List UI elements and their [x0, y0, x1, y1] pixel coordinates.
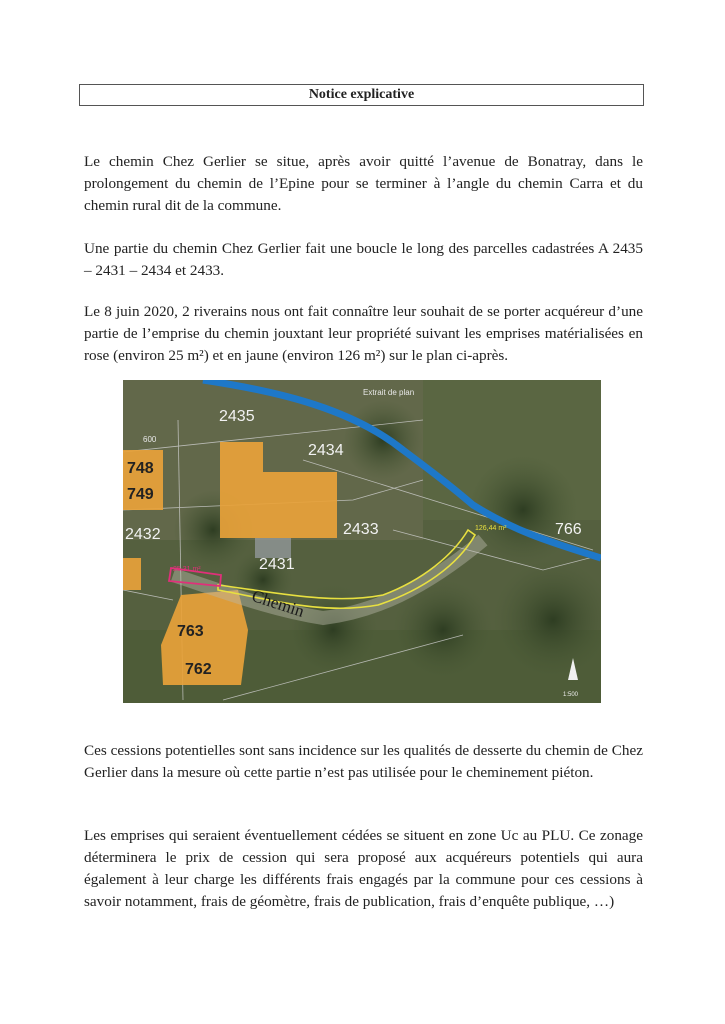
parcel-2435-label: 2435	[219, 408, 255, 425]
page-title	[79, 84, 644, 106]
map-graphic	[123, 380, 601, 703]
parcel-2433-label: 2433	[343, 521, 379, 538]
scale-label: 1:500	[563, 692, 579, 698]
parcel-762-label: 762	[185, 661, 212, 678]
parcel-2434-label: 2434	[308, 442, 344, 459]
map-header-label: Extrait de plan	[363, 388, 415, 397]
paragraph-location: Le chemin Chez Gerlier se situe, après avoir quitté l’avenue de Bonatray, dans le prolongement du chemin de l’Epine pour se terminer à l’angle du chemin Carra et du chemin rural dit de la commune.	[84, 153, 643, 214]
yellow-area-label: 126,44 m²	[475, 525, 507, 532]
paragraph-request: Le 8 juin 2020, 2 riverains nous ont fait connaître leur souhait de se porter acquéreur d’une partie de l’emprise du chemin jouxtant leur propriété suivant les emprises matérialisées en rose (environ 25 m²) et en jaune (environ 126 m²) sur le plan ci-après.	[84, 303, 643, 364]
paragraph-zoning: Les emprises qui seraient éventuellement cédées se situent en zone Uc au PLU. Ce zonage déterminera le prix de cession qui sera proposé aux acquéreurs potentiels qui aura également à leur charge les différents frais engagés par la commune pour ces cessions à savoir notamment, frais de géomètre, frais de publication, frais d’enquête publique, …)	[84, 827, 643, 910]
parcel-2431-label: 2431	[259, 556, 295, 573]
page-title-text: Notice explicative	[308, 87, 415, 102]
cadastral-map	[123, 380, 601, 703]
paragraph-loop: Une partie du chemin Chez Gerlier fait une boucle le long des parcelles cadastrées A 2435 – 2431 – 2434 et 2433.	[84, 240, 643, 279]
paragraph-impact: Ces cessions potentielles sont sans incidence sur les qualités de desserte du chemin de Chez Gerlier dans la mesure où cette partie n’est pas utilisée pour le cheminement piéton.	[84, 742, 643, 781]
road-label: Chemin	[249, 586, 307, 621]
parcel-763-label: 763	[177, 623, 204, 640]
parcel-748-label: 748	[127, 460, 154, 477]
parcel-766-label: 766	[555, 521, 582, 538]
pink-area-label: 25,31 m²	[173, 566, 201, 573]
parcel-600-label: 600	[143, 435, 157, 444]
parcel-749-label: 749	[127, 486, 154, 503]
parcel-2432-label: 2432	[125, 526, 161, 543]
